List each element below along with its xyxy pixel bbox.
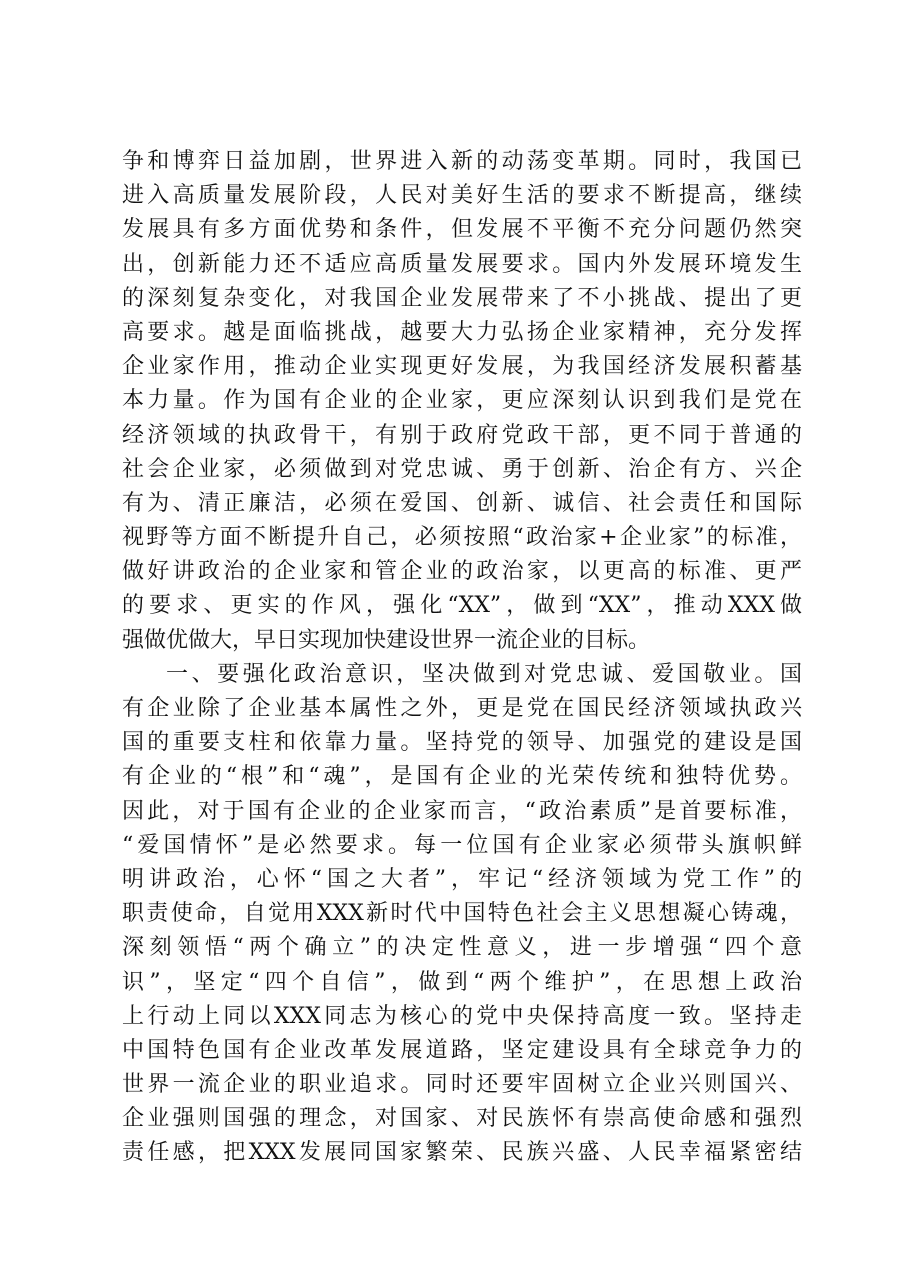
text-line: 争和博弈日益加剧，世界进入新的动荡变革期。同时，我国已 xyxy=(122,149,802,174)
text-line: 一、要强化政治意识，坚决做到对党忠诚、爱国敬业。国 xyxy=(166,661,802,687)
text-line: 企业家作用，推动企业实现更好发展，为我国经济发展积蓄基 xyxy=(122,354,802,380)
text-line: 经济领域的执政骨干，有别于政府党政干部，更不同于普通的 xyxy=(122,422,802,448)
paragraph-2 xyxy=(122,658,802,1171)
text-line: 的深刻复杂变化，对我国企业发展带来了不小挑战、提出了更 xyxy=(122,285,802,311)
text-line: 企业强则国强的理念，对国家、对民族怀有崇高使命感和强烈 xyxy=(122,1106,802,1132)
text-line: 世界一流企业的职业追求。同时还要牢固树立企业兴则国兴、 xyxy=(122,1072,802,1098)
text-line: 职责使命，自觉用XXX新时代中国特色社会主义思想凝心铸魂， xyxy=(122,901,802,927)
text-line: 有企业除了企业基本属性之外，更是党在国民经济领域执政兴 xyxy=(122,696,802,721)
text-line: 责任感，把XXX发展同国家繁荣、民族兴盛、人民幸福紧密结 xyxy=(122,1140,802,1166)
text-line: 做好讲政治的企业家和管企业的政治家，以更高的标准、更严 xyxy=(122,559,802,585)
document-body xyxy=(122,145,802,1171)
text-line: 视野等方面不断提升自己，必须按照“政治家+企业家”的标准， xyxy=(122,525,802,551)
text-line: 识”，坚定“四个自信”，做到“两个维护”，在思想上政治 xyxy=(122,969,802,995)
text-line: 进入高质量发展阶段，人民对美好生活的要求不断提高，继续 xyxy=(122,183,802,209)
text-line: 的要求、更实的作风，强化“XX”，做到“XX”，推动XXX做 xyxy=(122,593,802,619)
text-line: 有为、清正廉洁，必须在爱国、创新、诚信、社会责任和国际 xyxy=(122,490,802,516)
text-line: 中国特色国有企业改革发展道路，坚定建设具有全球竞争力的 xyxy=(122,1037,802,1063)
text-line: 上行动上同以XXX同志为核心的党中央保持高度一致。坚持走 xyxy=(122,1003,802,1029)
text-line: 社会企业家，必须做到对党忠诚、勇于创新、治企有方、兴企 xyxy=(122,456,802,482)
text-line: “爱国情怀”是必然要求。每一位国有企业家必须带头旗帜鲜 xyxy=(122,832,802,858)
text-line: 明讲政治，心怀“国之大者”，牢记“经济领域为党工作”的 xyxy=(122,866,802,892)
text-line: 发展具有多方面优势和条件，但发展不平衡不充分问题仍然突 xyxy=(122,217,802,243)
text-line: 因此，对于国有企业的企业家而言，“政治素质”是首要标准， xyxy=(122,798,802,824)
text-line: 本力量。作为国有企业的企业家，更应深刻认识到我们是党在 xyxy=(122,388,802,414)
text-line: 国的重要支柱和依靠力量。坚持党的领导、加强党的建设是国 xyxy=(122,730,802,756)
text-line: 高要求。越是面临挑战，越要大力弘扬企业家精神，充分发挥 xyxy=(122,319,802,345)
paragraph-1 xyxy=(122,145,802,658)
text-line: 深刻领悟“两个确立”的决定性意义，进一步增强“四个意 xyxy=(122,935,802,961)
text-line: 出，创新能力还不适应高质量发展要求。国内外发展环境发生 xyxy=(122,251,802,277)
text-line: 强做优做大，早日实现加快建设世界一流企业的目标。 xyxy=(122,627,651,653)
text-line: 有企业的“根”和“魂”，是国有企业的光荣传统和独特优势。 xyxy=(122,764,802,790)
